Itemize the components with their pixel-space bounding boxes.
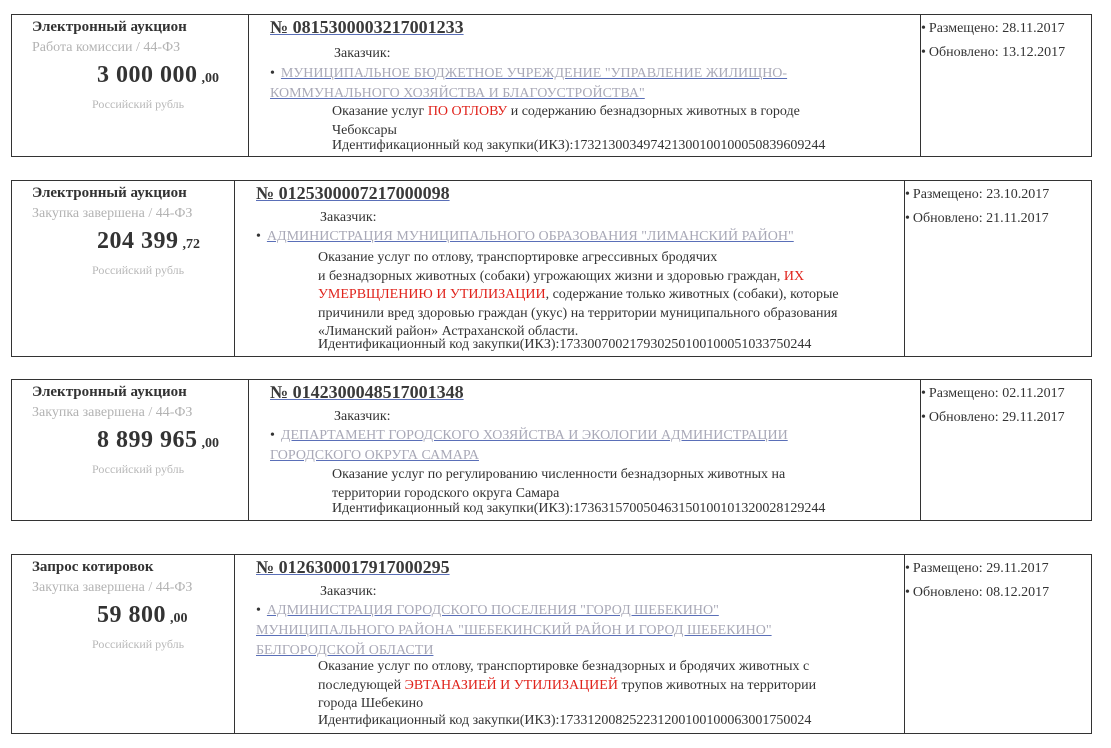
procurement-ikz <box>332 138 825 154</box>
customer-link[interactable]: ДЕПАРТАМЕНТ ГОРОДСКОГО ХОЗЯЙСТВА И ЭКОЛОГИИ АДМИНИСТРАЦИИ <box>280 428 788 443</box>
procurement-status: Закупка завершена / 44-ФЗ <box>32 405 193 420</box>
bullet: • <box>270 428 275 443</box>
updated-value: 13.12.2017 <box>1002 45 1066 60</box>
price-main: 3 000 000 <box>97 62 198 88</box>
desc-text: и безнадзорных животных (собаки) угрожающих жизни и здоровью граждан, <box>318 268 784 284</box>
updated-value: 29.11.2017 <box>1002 410 1065 425</box>
desc-highlight: ИХ <box>783 268 805 284</box>
desc-highlight: ЭВТАНАЗИЕЙ И УТИЛИЗАЦИЕЙ <box>404 677 618 693</box>
updated-value: 08.12.2017 <box>986 585 1050 600</box>
ikz-value: 173213003497421300100100050839609244 <box>573 138 826 153</box>
customer-name <box>256 227 896 247</box>
initial-price <box>97 62 219 89</box>
procurement-number-link[interactable]: № 0125300007217000098 <box>256 183 450 203</box>
customer-link-cont[interactable]: ГОРОДСКОГО ОКРУГА САМАРА <box>270 448 479 463</box>
price-main: 59 800 <box>97 602 166 628</box>
updated-label: Обновлено: <box>928 45 1003 60</box>
procurement-details <box>234 555 908 733</box>
customer-label: Заказчик: <box>334 409 391 424</box>
posted-date <box>905 557 1049 581</box>
procurement-summary <box>12 555 235 733</box>
ikz-label: Идентификационный код закупки(ИКЗ): <box>318 713 560 728</box>
ikz-label: Идентификационный код закупки(ИКЗ): <box>332 501 574 516</box>
desc-text: последующей <box>318 677 405 693</box>
procurement-ikz <box>318 713 811 729</box>
procurement-type: Запрос котировок <box>32 559 154 575</box>
procurement-card <box>11 379 1092 521</box>
procurement-status: Закупка завершена / 44-ФЗ <box>32 206 193 221</box>
desc-text: Оказание услуг <box>332 104 428 119</box>
procurement-details <box>248 380 924 520</box>
updated-label: Обновлено: <box>912 585 987 600</box>
posted-value: 29.11.2017 <box>986 561 1049 576</box>
posted-label: Размещено: <box>928 386 1003 401</box>
customer-label: Заказчик: <box>334 46 391 61</box>
desc-text: города Шебекино <box>318 696 424 711</box>
customer-link-cont[interactable]: МУНИЦИПАЛЬНОГО РАЙОНА "ШЕБЕКИНСКИЙ РАЙОН И ГОРОД ШЕБЕКИНО" <box>256 623 772 638</box>
procurement-dates <box>920 15 1091 156</box>
customer-name <box>270 64 910 104</box>
dates-list <box>921 382 1065 430</box>
posted-date <box>921 17 1065 41</box>
desc-text: Оказание услуг по отлову, транспортировке агрессивных бродячих <box>318 250 718 265</box>
bullet: • <box>921 386 926 401</box>
desc-highlight: ПО ОТЛОВУ <box>427 104 508 119</box>
procurement-number-link[interactable]: № 0142300048517001348 <box>270 382 464 402</box>
desc-text: Чебоксары <box>332 122 397 138</box>
bullet: • <box>256 603 261 618</box>
procurement-description <box>318 658 918 714</box>
posted-label: Размещено: <box>912 187 987 202</box>
procurement-details <box>234 181 908 356</box>
procurement-dates <box>904 181 1091 356</box>
currency-label: Российский рубль <box>92 462 185 476</box>
procurement-summary <box>12 181 235 356</box>
desc-text: Оказание услуг по отлову, транспортировке безнадзорных и бродячих животных с <box>318 659 810 674</box>
customer-link-cont[interactable]: БЕЛГОРОДСКОЙ ОБЛАСТИ <box>256 643 434 658</box>
procurement-description <box>332 466 922 503</box>
desc-text: причинили вред здоровью граждан (укус) на территории муниципального образования <box>318 305 838 321</box>
procurement-status: Работа комиссии / 44-ФЗ <box>32 40 181 55</box>
currency-label: Российский рубль <box>92 97 185 111</box>
posted-value: 02.11.2017 <box>1002 386 1065 401</box>
customer-label: Заказчик: <box>320 584 377 599</box>
bullet: • <box>921 410 926 425</box>
procurement-card <box>11 554 1092 734</box>
procurement-details <box>248 15 924 156</box>
customer-link[interactable]: МУНИЦИПАЛЬНОЕ БЮДЖЕТНОЕ УЧРЕЖДЕНИЕ "УПРАВЛЕНИЕ ЖИЛИЩНО- <box>280 66 788 81</box>
customer-name <box>270 426 910 466</box>
desc-text: территории городского округа Самара <box>332 485 560 501</box>
procurement-ikz <box>318 337 811 353</box>
ikz-value: 173312008252231200100100063001750024 <box>559 713 812 728</box>
posted-value: 28.11.2017 <box>1002 21 1065 36</box>
dates-list <box>905 183 1049 231</box>
posted-label: Размещено: <box>912 561 987 576</box>
ikz-label: Идентификационный код закупки(ИКЗ): <box>332 138 574 153</box>
customer-link[interactable]: АДМИНИСТРАЦИЯ МУНИЦИПАЛЬНОГО ОБРАЗОВАНИЯ "ЛИМАНСКИЙ РАЙОН" <box>266 229 794 244</box>
updated-label: Обновлено: <box>928 410 1003 425</box>
initial-price <box>97 602 188 629</box>
bullet: • <box>905 187 910 202</box>
ikz-label: Идентификационный код закупки(ИКЗ): <box>318 337 560 352</box>
procurement-type: Электронный аукцион <box>32 185 187 201</box>
bullet: • <box>921 21 926 36</box>
procurement-status: Закупка завершена / 44-ФЗ <box>32 580 193 595</box>
customer-name <box>256 601 896 661</box>
initial-price <box>97 228 200 255</box>
procurement-type: Электронный аукцион <box>32 384 187 400</box>
price-cents: ,72 <box>182 237 200 252</box>
updated-date <box>905 207 1049 231</box>
bullet: • <box>905 561 910 576</box>
desc-text: , содержание только животных (собаки), которые <box>545 287 839 302</box>
desc-text: и содержанию безнадзорных животных в городе <box>507 104 800 119</box>
procurement-card <box>11 14 1092 157</box>
price-cents: ,00 <box>170 611 188 626</box>
price-main: 8 899 965 <box>97 427 198 453</box>
customer-link[interactable]: АДМИНИСТРАЦИЯ ГОРОДСКОГО ПОСЕЛЕНИЯ "ГОРОД ШЕБЕКИНО" <box>266 603 719 618</box>
procurement-type: Электронный аукцион <box>32 19 187 35</box>
price-main: 204 399 <box>97 228 179 254</box>
updated-label: Обновлено: <box>912 211 987 226</box>
bullet: • <box>905 211 910 226</box>
procurement-dates <box>920 380 1091 520</box>
posted-date <box>905 183 1049 207</box>
desc-text: Оказание услуг по регулированию численности безнадзорных животных на <box>332 467 786 482</box>
updated-value: 21.11.2017 <box>986 211 1049 226</box>
procurement-summary <box>12 380 249 520</box>
bullet: • <box>905 585 910 600</box>
ikz-value: 173631570050463150100101320028129244 <box>573 501 826 516</box>
updated-date <box>921 406 1065 430</box>
posted-label: Размещено: <box>928 21 1003 36</box>
posted-value: 23.10.2017 <box>986 187 1050 202</box>
desc-text: «Лиманский район» Астраханской области. <box>318 324 579 339</box>
updated-date <box>905 581 1049 605</box>
procurement-description <box>318 249 918 342</box>
bullet: • <box>921 45 926 60</box>
procurement-card <box>11 180 1092 357</box>
procurement-dates <box>904 555 1091 733</box>
dates-list <box>921 17 1065 65</box>
posted-date <box>921 382 1065 406</box>
procurement-description <box>332 103 922 140</box>
bullet: • <box>270 66 275 81</box>
price-cents: ,00 <box>201 436 219 451</box>
procurement-ikz <box>332 501 825 517</box>
updated-date <box>921 41 1065 65</box>
bullet: • <box>256 229 261 244</box>
procurement-summary <box>12 15 249 156</box>
desc-highlight: УМЕРВЩЛЕНИЮ И УТИЛИЗАЦИИ <box>318 287 546 302</box>
procurement-number-link[interactable]: № 0815300003217001233 <box>270 17 464 37</box>
currency-label: Российский рубль <box>92 263 185 277</box>
customer-label: Заказчик: <box>320 210 377 225</box>
customer-link-cont[interactable]: КОММУНАЛЬНОГО ХОЗЯЙСТВА И БЛАГОУСТРОЙСТВА" <box>270 86 645 101</box>
procurement-number-link[interactable]: № 0126300017917000295 <box>256 557 450 577</box>
currency-label: Российский рубль <box>92 637 185 651</box>
initial-price <box>97 427 219 454</box>
ikz-value: 173300700217930250100100051033750244 <box>559 337 812 352</box>
price-cents: ,00 <box>201 71 219 86</box>
desc-text: трупов животных на территории <box>617 677 817 693</box>
dates-list <box>905 557 1049 605</box>
